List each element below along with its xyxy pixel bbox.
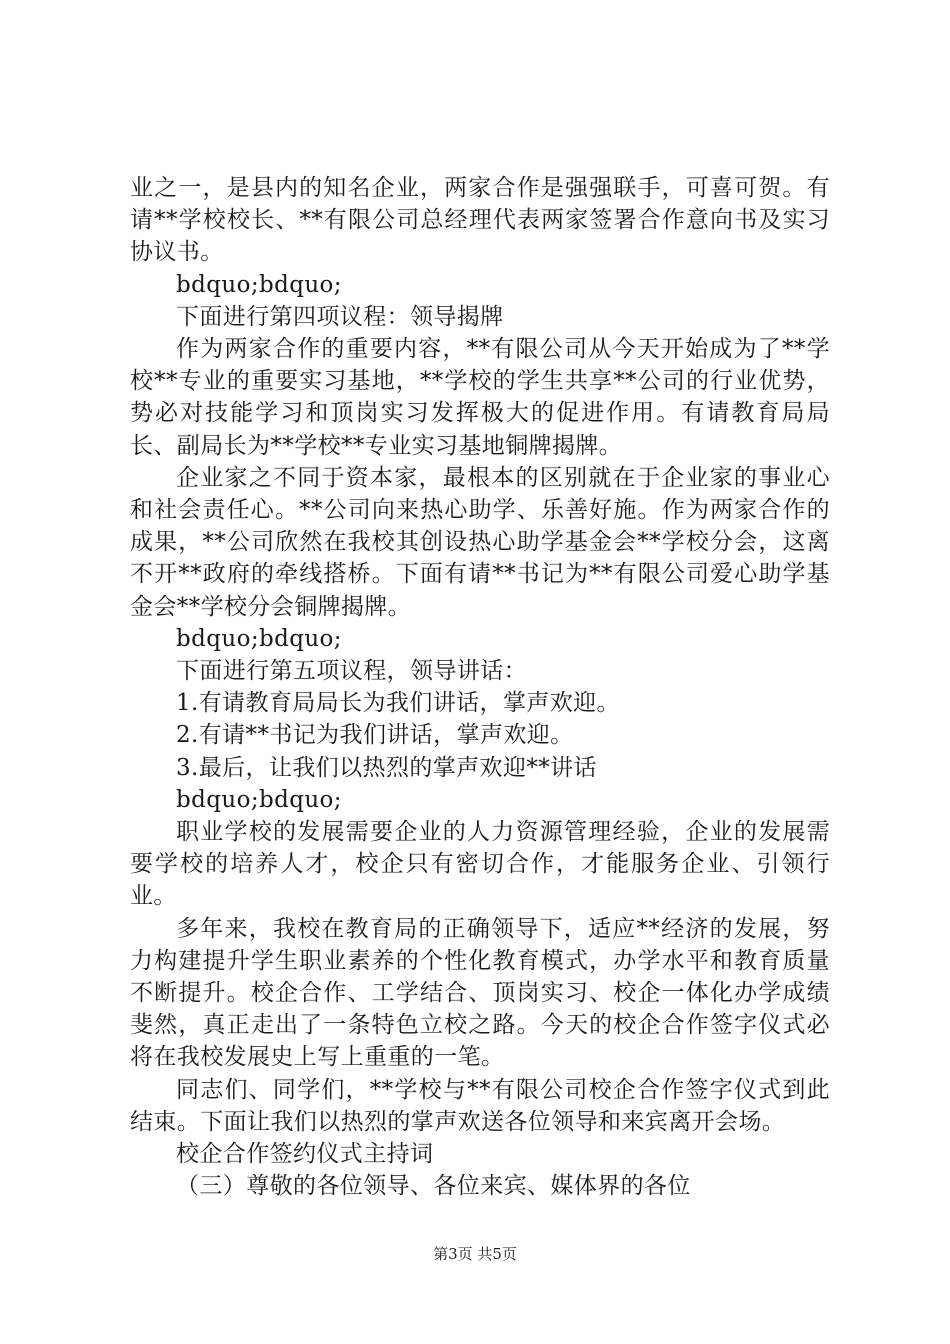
paragraph-signing-continued: 业之一，是县内的知名企业，两家合作是强强联手，可喜可贺。有请**学校校长、**有限公司总经理代表两家签署合作意向书及实习协议书。 — [130, 175, 830, 266]
document-body — [130, 172, 830, 1203]
paragraph-greeting: （三）尊敬的各位领导、各位来宾、媒体界的各位 — [176, 1173, 691, 1200]
paragraph-section-title: 校企合作签约仪式主持词 — [176, 1141, 434, 1168]
paragraph-entrepreneur: 企业家之不同于资本家，最根本的区别就在于企业家的事业心和社会责任心。**公司向来热心助学、乐善好施。作为两家合作的成果，**公司欣然在我校其创设热心助学基金会**学校分会，这离不开**政府的牵线搭桥。下面有请**书记为**有限公司爱心助学基金会**学校分会铜牌揭牌。 — [130, 464, 830, 620]
paragraph-placeholder-1: bdquo;bdquo; — [176, 271, 342, 298]
list-item-speech-3: 3.最后，让我们以热烈的掌声欢迎**讲话 — [176, 754, 597, 781]
list-item-speech-2: 2.有请**书记为我们讲话，掌声欢迎。 — [176, 722, 574, 749]
paragraph-agenda-four: 下面进行第四项议程：领导揭牌 — [176, 303, 504, 330]
list-item-speech-1: 1.有请教育局局长为我们讲话，掌声欢迎。 — [176, 690, 620, 717]
paragraph-closing: 同志们、同学们，**学校与**有限公司校企合作签字仪式到此结束。下面让我们以热烈的掌声欢送各位领导和来宾离开会场。 — [130, 1076, 830, 1135]
paragraph-placeholder-2: bdquo;bdquo; — [176, 625, 342, 652]
paragraph-agenda-five: 下面进行第五项议程，领导讲话： — [176, 658, 527, 685]
paragraph-internship-base: 作为两家合作的重要内容，**有限公司从今天开始成为了**学校**专业的重要实习基地，**学校的学生共享**公司的行业优势，势必对技能学习和顶岗实习发挥极大的促进作用。有请教育局局长、副局长为**学校**专业实习基地铜牌揭牌。 — [130, 336, 830, 459]
paragraph-achievements: 多年来，我校在教育局的正确领导下，适应**经济的发展，努力构建提升学生职业素养的个性化教育模式，办学水平和教育质量不断提升。校企合作、工学结合、顶岗实习、校企一体化办学成绩斐然，真正走出了一条特色立校之路。今天的校企合作签字仪式必将在我校发展史上写上重重的一笔。 — [130, 915, 830, 1071]
page-number-footer: 第3页 共5页 — [433, 1245, 517, 1263]
paragraph-school-development: 职业学校的发展需要企业的人力资源管理经验，企业的发展需要学校的培养人才，校企只有密切合作，才能服务企业、引领行业。 — [130, 819, 830, 910]
paragraph-placeholder-3: bdquo;bdquo; — [176, 786, 342, 813]
